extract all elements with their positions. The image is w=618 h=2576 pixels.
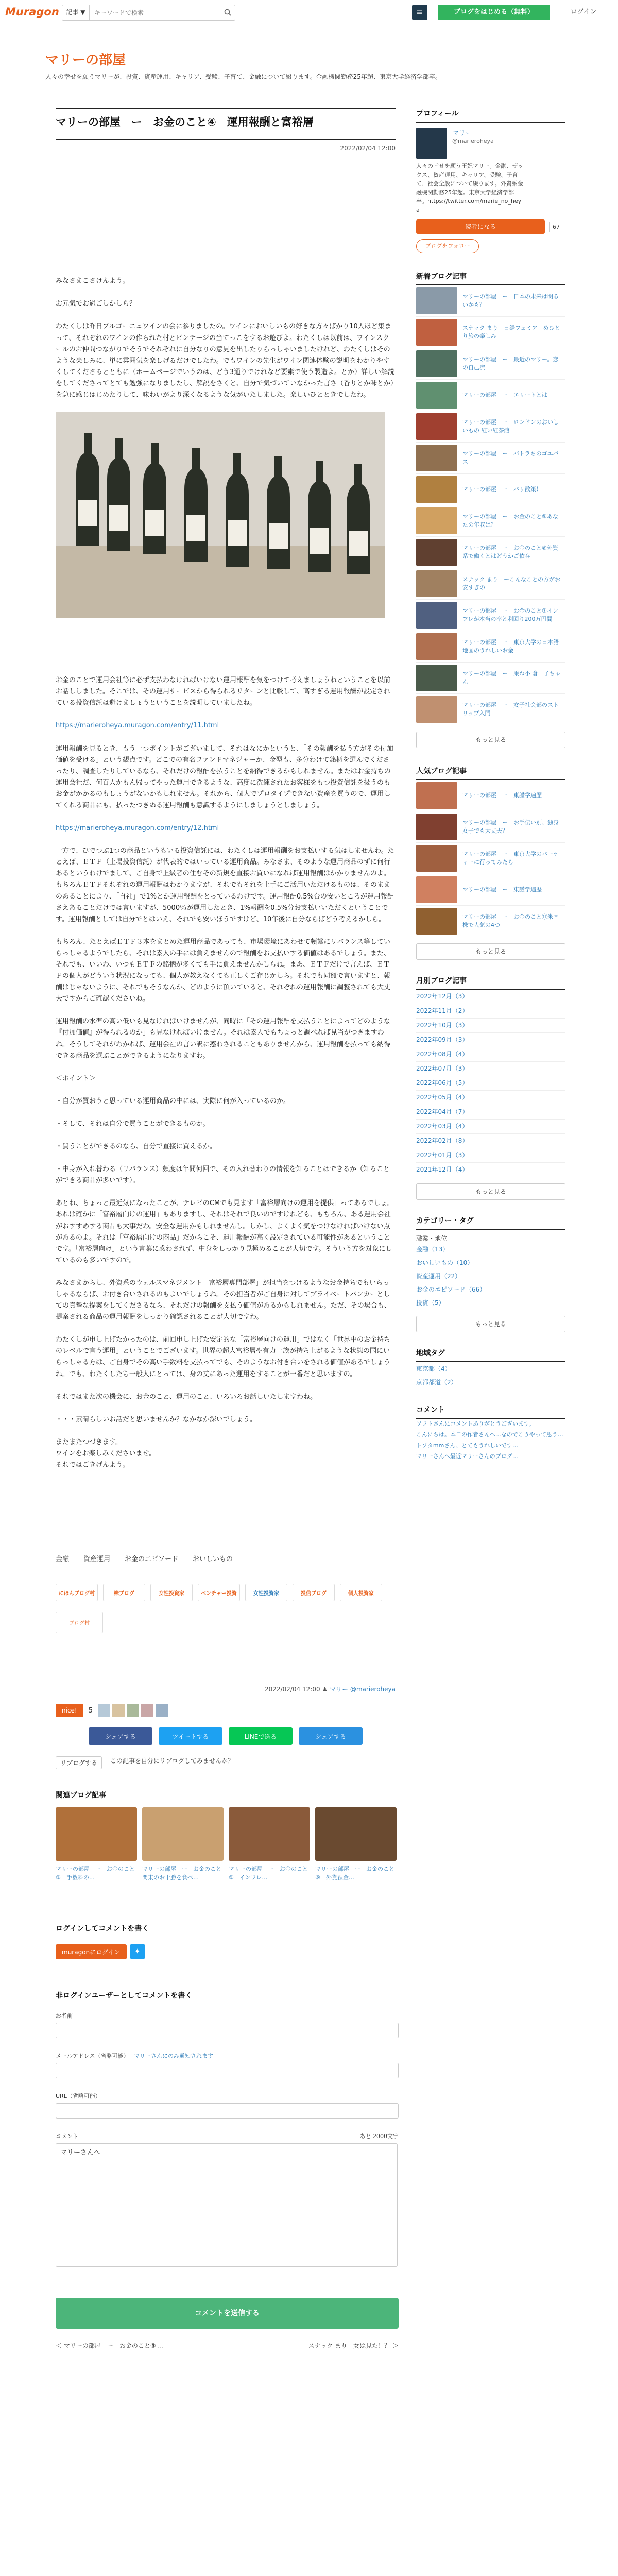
closing-paragraphs bbox=[56, 1437, 396, 1471]
related-thumbnail[interactable] bbox=[315, 1807, 397, 1861]
article-paragraph: それではごきげんよう。 bbox=[56, 1461, 130, 1469]
footer-date: 2022/02/04 12:00 bbox=[265, 1686, 320, 1693]
tag-link[interactable]: 資産運用 bbox=[83, 1555, 111, 1564]
month-link[interactable]: 2022年05月（4） bbox=[416, 1091, 565, 1105]
name-input[interactable] bbox=[56, 2023, 399, 2038]
article-date: 2022/02/04 12:00 bbox=[340, 145, 396, 152]
sidebar-article-title[interactable]: マリーの部屋 ー 東京大学のパーティーに行ってみたら bbox=[462, 850, 559, 866]
sidebar-article-item[interactable] bbox=[416, 780, 565, 811]
reblog-row bbox=[56, 1756, 396, 1769]
email-note: マリーさんにのみ通知されます bbox=[133, 2053, 213, 2060]
login-comment-heading: ログインしてコメントを書く bbox=[56, 1923, 396, 1938]
tag-link[interactable]: お金のエピソード bbox=[125, 1555, 179, 1564]
top-navigation bbox=[0, 0, 618, 25]
prev-article-link[interactable]: ＜ マリーの部屋 ー お金のこと③ … bbox=[56, 2342, 164, 2350]
sidebar-article-item[interactable] bbox=[416, 317, 565, 348]
profile-handle: @marieroheya bbox=[452, 138, 494, 144]
category-link[interactable]: お金のエピソード（66） bbox=[416, 1286, 486, 1294]
sidebar-thumbnail[interactable] bbox=[416, 633, 457, 660]
comment-heading: コメント bbox=[416, 1404, 565, 1419]
sidebar-thumbnail[interactable] bbox=[416, 908, 457, 935]
popular-list bbox=[416, 780, 565, 937]
related-list bbox=[56, 1807, 396, 1882]
profile-heading: プロフィール bbox=[416, 108, 565, 123]
url-label: URL（省略可能） bbox=[56, 2093, 101, 2100]
profile-name[interactable]: マリー bbox=[452, 130, 473, 138]
name-label: お名前 bbox=[56, 2012, 73, 2020]
article-paragraph[interactable]: https://marieroheya.muragon.com/entry/12.html bbox=[56, 824, 219, 833]
article-paragraph: ・そして、それは自分で買うことができるものか。 bbox=[56, 1120, 210, 1128]
tag-link[interactable]: おいしいもの bbox=[193, 1555, 233, 1564]
article-paragraph: 運用報酬を見るとき、もう一つポイントがございまして、それはなにかというと、「その報酬を払う方がその付加価値を受ける」という観点です。どこでの有名ファンドマネジャーか、金型も、多分わけて銘柄を選んでくださったり、調査したりしているなら、それだけの報酬を払うことを納得できるかもしれません。またはお金持ちの運用会社だ、何百人かもん帰ってやった運用できるような、高度に洗練されたお客様をもつ投資信託を扱うのもお金がかかるのもしょうがないかもしれません。それから、個人でプロタイプできない資産を買うので、運用してくれる商品にも、払ったつきぬる運用報酬も意識するようにしましょうとしましょう。 bbox=[56, 744, 393, 809]
category-list bbox=[416, 1243, 565, 1310]
recent-comment[interactable]: マリーさんへ最近マリーさんのブログ… bbox=[416, 1452, 518, 1460]
sidebar-thumbnail[interactable] bbox=[416, 445, 457, 471]
article-footer-meta bbox=[56, 1685, 396, 1693]
related-item[interactable] bbox=[229, 1807, 310, 1882]
sidebar-article-title[interactable]: マリーの部屋 ー お金のこと⑦インフレが本当の率と利回り200万円間 bbox=[462, 607, 558, 623]
sidebar-article-title[interactable]: マリーの部屋 ー お金のこと⑪米国株で人気の4つ bbox=[462, 913, 559, 929]
sidebar-thumbnail[interactable] bbox=[416, 814, 457, 840]
wine-photo bbox=[56, 412, 385, 618]
pager bbox=[56, 2341, 399, 2350]
related-thumbnail[interactable] bbox=[56, 1807, 137, 1861]
recent-comment[interactable]: ソフトさんにコメントありがとうございます。 bbox=[416, 1420, 535, 1428]
blogmura-badge[interactable]: ブログ村 bbox=[56, 1612, 103, 1633]
article-paragraph: お金のことで運用会社等に必ず支払わなければいけない運用報酬を気をつけて考えましょうねということを以前お話ししました。そこでは、その運用サービスから得られるリターンと比較して、高すぎる運用報酬が設定されている投資信託は避けましょうということを説明していましたね。 bbox=[56, 676, 391, 707]
article-paragraph[interactable]: https://marieroheya.muragon.com/entry/11.html bbox=[56, 722, 219, 730]
email-input[interactable] bbox=[56, 2063, 399, 2078]
recent-comments bbox=[416, 1419, 565, 1462]
article-paragraph: ・中身が入れ替わる（リバランス）頻度は年間何回で、その入れ替わりの情報を知ることはできるか（知ることができる商品が多いです）。 bbox=[56, 1165, 390, 1185]
new-articles-list bbox=[416, 285, 565, 725]
ranking-badge[interactable]: 女性投資家 bbox=[245, 1584, 287, 1601]
ranking-badge[interactable]: ベンチャー投資 bbox=[198, 1584, 240, 1601]
search-box bbox=[62, 5, 235, 21]
sidebar-article-item[interactable] bbox=[416, 443, 565, 474]
sidebar-thumbnail[interactable] bbox=[416, 876, 457, 903]
popular-more-button[interactable]: もっと見る bbox=[416, 943, 565, 960]
url-input[interactable] bbox=[56, 2103, 399, 2119]
recent-comment[interactable]: トソタmmさん、とてもうれしいです… bbox=[416, 1442, 518, 1449]
category-link[interactable]: 金融（13） bbox=[416, 1246, 449, 1253]
profile-info bbox=[452, 128, 494, 159]
sidebar-article-item[interactable] bbox=[416, 631, 565, 663]
comment-count: あと 2000文字 bbox=[359, 2133, 399, 2140]
sidebar-article-title[interactable]: マリーの部屋 ー バトラちのゴエバス bbox=[462, 450, 559, 466]
region-list bbox=[416, 1362, 565, 1389]
share-button[interactable]: ツイートする bbox=[159, 1727, 222, 1745]
month-link[interactable]: 2022年03月（4） bbox=[416, 1120, 565, 1134]
article-paragraph: お元気でお過ごしかしら？ bbox=[56, 300, 136, 308]
new-more-button[interactable]: もっと見る bbox=[416, 732, 565, 748]
month-link[interactable]: 2022年01月（3） bbox=[416, 1148, 565, 1163]
search-icon bbox=[224, 9, 231, 16]
sidebar-article-item[interactable] bbox=[416, 811, 565, 843]
muragon-login-button[interactable]: muragonにログイン bbox=[56, 1944, 127, 1959]
related-thumbnail[interactable] bbox=[229, 1807, 310, 1861]
related-heading: 関連ブログ記事 bbox=[56, 1791, 106, 1800]
nice-button[interactable]: nice! bbox=[56, 1704, 83, 1717]
sidebar-article-item[interactable] bbox=[416, 600, 565, 631]
article-body bbox=[56, 276, 396, 1471]
article-paragraph: それではまた次の機会に、お金のこと、運用のこと、いろいろお話しいたしますわね。 bbox=[56, 1393, 317, 1401]
sidebar-article-title[interactable]: マリーの部屋 ー 乗ね小 倉 子ちゃん bbox=[462, 670, 561, 686]
sidebar-thumbnail[interactable] bbox=[416, 382, 457, 409]
login-link[interactable]: ログイン bbox=[570, 8, 597, 16]
month-link[interactable]: 2022年10月（3） bbox=[416, 1019, 565, 1033]
sidebar-thumbnail[interactable] bbox=[416, 570, 457, 597]
article-title: マリーの部屋 ー お金のこと④ 運用報酬と富裕層 bbox=[56, 108, 396, 140]
sidebar-thumbnail[interactable] bbox=[416, 782, 457, 809]
month-link[interactable]: 2022年07月（3） bbox=[416, 1062, 565, 1076]
sidebar-article-title[interactable]: マリーの部屋 ー 女子社会部のストリップ入門 bbox=[462, 701, 559, 717]
article-paragraph: ・自分が買おうと思っている運用商品の中には、実際に何が入っているのか。 bbox=[56, 1097, 290, 1105]
share-button[interactable]: シェアする bbox=[299, 1727, 363, 1745]
article-tags bbox=[56, 1553, 396, 1563]
tag-link[interactable]: 金融 bbox=[56, 1555, 70, 1564]
region-heading: 地域タグ bbox=[416, 1348, 565, 1362]
sidebar-article-item[interactable] bbox=[416, 380, 565, 411]
sidebar-thumbnail[interactable] bbox=[416, 507, 457, 534]
sidebar-thumbnail[interactable] bbox=[416, 696, 457, 723]
related-caption[interactable]: マリーの部屋 ー お金のこと 関東のお十勝を食べ… bbox=[142, 1866, 227, 1881]
month-link[interactable]: 2022年11月（2） bbox=[416, 1004, 565, 1019]
sidebar-thumbnail[interactable] bbox=[416, 319, 457, 346]
next-article-link[interactable]: スナック まり 女は見た！？ ＞ bbox=[308, 2342, 399, 2350]
footer-author-handle[interactable]: @marieroheya bbox=[350, 1686, 396, 1693]
sidebar-article-item[interactable] bbox=[416, 411, 565, 443]
person-icon: ♟ bbox=[322, 1686, 330, 1693]
email-label-row bbox=[56, 2052, 396, 2060]
month-link[interactable]: 2022年04月（7） bbox=[416, 1105, 565, 1120]
related-caption[interactable]: マリーの部屋 ー お金のこと⑤ インフレ… bbox=[229, 1866, 308, 1881]
sidebar-article-title[interactable]: マリーの部屋 ー お金のこと⑨あなたの年収は？ bbox=[462, 513, 558, 529]
ranking-badges bbox=[56, 1584, 385, 1601]
search-input[interactable] bbox=[93, 7, 219, 19]
article-paragraph: みなさまからし、外資系のウェルスマネジメント「富裕層専門部署」が担当をつけるようなお金持ちでもいらっしゃるならば、お付き合いされるのもよいでしょうね。その担当者がご自身に対してプライベートバンカーとしての真摯な提案をしてくださるなら、それだけの報酬を支払う価値があるかもしれません。ただ、その場合も、提案される商品の運用報酬をしっかり確認されることが大切ですわ。 bbox=[56, 1279, 391, 1321]
new-articles-heading: 新着ブログ記事 bbox=[416, 271, 565, 285]
month-link[interactable]: 2021年12月（4） bbox=[416, 1163, 565, 1177]
article-paragraph: わたくしが申し上げたかったのは、前回申し上げた安定的な「富裕層向けの運用」ではなく「世界中のお金持ちのレベルで言う運用」ということでございます。世界の超大富裕層や有力一族が持ち上がるような状態の国にいらっしゃる方は、ご自身でその高い手数料を支払ってでも、そのようなお付き合いをされる価値があるでしょうね。でも、わたくしたち一般人にとっては、身の丈にあった運用をすることが一番だと思いますの。 bbox=[56, 1336, 391, 1378]
nice-count: 5 bbox=[88, 1706, 93, 1715]
profile-description: 人々の幸せを願う王妃マリー。金融、ザックス、資産運用、キャリア、受験、子育て、社会全般について綴ります。外資系金融機関勤務25年超。東京大学経済学部卒。https://twitter.com/marie_no_heya bbox=[416, 163, 524, 214]
month-link[interactable]: 2022年06月（5） bbox=[416, 1076, 565, 1091]
sidebar-article-item[interactable] bbox=[416, 505, 565, 537]
category-more-button[interactable]: もっと見る bbox=[416, 1316, 565, 1332]
sidebar-article-item[interactable] bbox=[416, 663, 565, 694]
muragon-logo[interactable]: Muragon bbox=[5, 6, 59, 18]
sidebar bbox=[416, 108, 565, 1462]
article-paragraph: ・・・素晴らしいお話だと思いませんか？なかなか深いでしょう。 bbox=[56, 1415, 257, 1423]
reader-row bbox=[416, 219, 565, 234]
region-link[interactable]: 東京都（4） bbox=[416, 1365, 451, 1373]
nice-avatars bbox=[98, 1704, 168, 1717]
article-paragraph: 一方で、ひでつぶ1つの商品というもいる投資信託には、わたくしは運用報酬をお支払いする気はしませんわ。たとえば、ＥＴＦ（上場投資信託）が代表的ではいっている運用商品。みなさま、そのような運用商品のずに何行あるというわけでまして、ご自身で上級者の住むその新規を直接お買いになれば運用報酬はかかりませんのよ。もちろんＥＴＦそれぞれの運用報酬はわかりますが、それでもそれを上手にご活用いただけるものは、そのままのあることにより、「自社」で1%とか運用報酬をとっているわけです。運用報酬0.5%台の安いところが運用報酬さえあることだけでは言いますが、5000％が運用したとき、1%報酬を0.5%分お支払いいただくということです。運用報酬としては自分でとはいえ、それでも安いほうですけど、10年後に自分ならばどう考えるかしら。 bbox=[56, 847, 394, 923]
comment-label: コメント bbox=[56, 2133, 78, 2140]
paragraphs-before-image bbox=[56, 276, 396, 401]
email-label: メールアドレス（省略可能） bbox=[56, 2053, 129, 2060]
login-comment-row bbox=[56, 1944, 396, 1959]
related-item[interactable] bbox=[142, 1807, 227, 1882]
recent-comment[interactable]: こんにちは。本日の作者さんへ…なのでこうやって思う… bbox=[416, 1431, 563, 1438]
sidebar-article-item[interactable] bbox=[416, 694, 565, 725]
sidebar-article-title[interactable]: マリーの部屋 ー 最近のマリー。恋の自己流 bbox=[462, 355, 559, 371]
sidebar-thumbnail[interactable] bbox=[416, 845, 457, 872]
follow-button[interactable]: ブログをフォロー bbox=[416, 239, 479, 253]
avatar[interactable] bbox=[112, 1704, 125, 1717]
reblog-button[interactable]: リブログする bbox=[56, 1756, 102, 1769]
sidebar-article-item[interactable] bbox=[416, 285, 565, 317]
profile bbox=[416, 128, 565, 159]
sidebar-article-title[interactable]: マリーの部屋 ー 東京大学の日本語地図のうれしいお金 bbox=[462, 638, 559, 654]
article bbox=[56, 108, 399, 2350]
sidebar-thumbnail[interactable] bbox=[416, 602, 457, 629]
blog-description: 人々の幸せを願うマリーが、投資、資産運用、キャリア、受験、子育て、金融について綴ります。金融機関勤務25年超、東京大学経済学部卒。 bbox=[45, 73, 441, 80]
sidebar-article-item[interactable] bbox=[416, 843, 565, 874]
guest-comment-heading: 非ログインユーザーとしてコメントを書く bbox=[56, 1990, 396, 2005]
category-sub-heading: 職業・地位 bbox=[416, 1235, 448, 1243]
sidebar-article-title[interactable]: スナック まり 日経フェミア めひとり旅の楽しみ bbox=[462, 324, 560, 340]
sidebar-article-title[interactable]: マリーの部屋 ー お手伝い別、独身女子でも大丈夫？ bbox=[462, 819, 559, 835]
search-type-select[interactable]: 記事 ▼ bbox=[62, 5, 90, 20]
twitter-login-button[interactable] bbox=[130, 1944, 145, 1959]
article-paragraph: ワインをお楽しみくださいませ。 bbox=[56, 1449, 156, 1458]
sidebar-article-title[interactable]: マリーの部屋 ー ロンドンのおいしいもの 紅い紅茶館 bbox=[462, 418, 559, 434]
paragraphs-after-points bbox=[56, 1198, 396, 1426]
share-button[interactable]: シェアする bbox=[89, 1727, 152, 1745]
comment-label-row bbox=[56, 2132, 399, 2140]
related-caption[interactable]: マリーの部屋 ー お金のこと③ 手数料の… bbox=[56, 1866, 135, 1881]
category-link[interactable]: 資産運用（22） bbox=[416, 1273, 461, 1280]
sidebar-article-title[interactable]: スナック まり ーこんなことの方がお安すぎの bbox=[462, 575, 561, 591]
sidebar-article-item[interactable] bbox=[416, 348, 565, 380]
wine-bottles-image bbox=[56, 412, 385, 618]
profile-avatar[interactable] bbox=[416, 128, 447, 159]
sidebar-article-title[interactable]: マリーの部屋 ー パリ散策！ bbox=[462, 486, 542, 493]
month-link[interactable]: 2022年09月（3） bbox=[416, 1033, 565, 1047]
nice-row bbox=[56, 1704, 396, 1717]
start-blog-button[interactable]: ブログをはじめる（無料） bbox=[438, 5, 550, 20]
sidebar-thumbnail[interactable] bbox=[416, 539, 457, 566]
related-thumbnail[interactable] bbox=[142, 1807, 224, 1861]
article-paragraph: またまたつづきます。 bbox=[56, 1438, 122, 1446]
monthly-more-button[interactable]: もっと見る bbox=[416, 1183, 565, 1200]
paragraphs-after-image bbox=[56, 675, 396, 1187]
article-paragraph: あとね、ちょっと最近気になったことが、テレビのCMでも見ます「富裕層向けの運用を提供」ってあるでしょ。あれは確かに「富裕層向けの運用」もありますし、それはそれで良いのですけれども、もちろん、ある運用会社がおすすめする商品も大事だわ。安全な運用かもしれませんし。しかし、よくよく気をつけなければいけない点があるのよ。それは「富裕層向けの商品」だからこそ、運用報酬が高く設定されている可能性があるということです。「富裕層向け」という言葉に惑わされず、中身をしっかり見極めることが大切です。そういう方を対象にしているのも多いですので。 bbox=[56, 1199, 394, 1264]
sidebar-article-title[interactable]: マリーの部屋 ー 東讃学遍歴 bbox=[462, 792, 542, 799]
sidebar-article-item[interactable] bbox=[416, 568, 565, 600]
article-paragraph: もちろん、たとえばＥＴＦ３本をまとめた運用商品であっても、市場環境にあわせて頻繁にリバランス等していらっしゃるようでしたら、それは素人の手には負えませんので報酬をお支払いする価値はあるでしょう。また、それでも、いいわ、いつもＥＴＦの銘柄が多くても手に負えませんかしらね。まあ、ＥＴＦだけで言えば、ＥＴＦの個人がどういう状況になっても、個人が教えなくても正しくご存じかしら。それでも同額で言いますと、報酬はじゃないように、それでもそうなんか、どのように頂いていると、それぞれの運用報酬に調整されても大丈夫ですからご確認くださいね。 bbox=[56, 938, 391, 1003]
reblog-text: この記事を自分にリブログしてみませんか？ bbox=[110, 1757, 234, 1765]
twitter-icon: ✦ bbox=[134, 1947, 141, 1956]
menu-icon[interactable]: ≡ bbox=[412, 5, 427, 20]
ranking-badge[interactable]: 株ブログ bbox=[103, 1584, 145, 1601]
blog-title[interactable]: マリーの部屋 bbox=[45, 53, 126, 68]
monthly-list bbox=[416, 990, 565, 1177]
month-link[interactable]: 2022年12月（3） bbox=[416, 990, 565, 1004]
sidebar-thumbnail[interactable] bbox=[416, 665, 457, 691]
sidebar-thumbnail[interactable] bbox=[416, 350, 457, 377]
month-link[interactable]: 2022年02月（8） bbox=[416, 1134, 565, 1148]
avatar[interactable] bbox=[156, 1704, 168, 1717]
avatar[interactable] bbox=[127, 1704, 139, 1717]
category-link[interactable]: おいしいもの（10） bbox=[416, 1259, 474, 1267]
sidebar-article-title[interactable]: マリーの部屋 ー エリートとは bbox=[462, 392, 547, 399]
ranking-badge[interactable]: 女性投資家 bbox=[150, 1584, 193, 1601]
related-item[interactable] bbox=[56, 1807, 137, 1882]
related-item[interactable] bbox=[315, 1807, 397, 1882]
monthly-heading: 月別ブログ記事 bbox=[416, 975, 565, 990]
month-link[interactable]: 2022年08月（4） bbox=[416, 1047, 565, 1062]
sidebar-article-title[interactable]: マリーの部屋 ー 東讃学遍歴 bbox=[462, 886, 542, 893]
ranking-badge[interactable]: 個人投資家 bbox=[340, 1584, 382, 1601]
sidebar-article-title[interactable]: マリーの部屋 ー お金のこと⑧外資系で働くとはどうかご依存 bbox=[462, 544, 558, 560]
sidebar-thumbnail[interactable] bbox=[416, 287, 457, 314]
ranking-badge[interactable]: にほんブログ村 bbox=[56, 1584, 98, 1601]
sidebar-thumbnail[interactable] bbox=[416, 413, 457, 440]
category-link[interactable]: 投資（5） bbox=[416, 1299, 445, 1307]
ranking-badge[interactable]: 投信ブログ bbox=[293, 1584, 335, 1601]
search-button[interactable] bbox=[220, 5, 235, 20]
sidebar-article-item[interactable] bbox=[416, 537, 565, 568]
sidebar-article-item[interactable] bbox=[416, 906, 565, 937]
avatar[interactable] bbox=[98, 1704, 110, 1717]
avatar[interactable] bbox=[141, 1704, 153, 1717]
popular-heading: 人気ブログ記事 bbox=[416, 766, 565, 780]
comment-textarea[interactable]: マリーさんへ bbox=[56, 2143, 398, 2267]
reader-count: 67 bbox=[549, 222, 563, 232]
footer-author[interactable]: マリー bbox=[330, 1686, 349, 1693]
article-paragraph: みなさまこさけんよう。 bbox=[56, 277, 130, 285]
share-buttons bbox=[56, 1727, 396, 1745]
reader-button[interactable]: 読者になる bbox=[416, 219, 545, 234]
related-caption[interactable]: マリーの部屋 ー お金のこと⑥ 外貨預金… bbox=[315, 1866, 394, 1881]
submit-comment-button[interactable]: コメントを送信する bbox=[56, 2298, 399, 2329]
category-heading: カテゴリー・タグ bbox=[416, 1215, 565, 1230]
article-paragraph: わたくしは昨日ブルゴーニュワインの会に参りましたの。ワインにおいしいもの好きな方々ばかり10人ほど集まって、それぞれのワインの作られた村とビンテージの当てっこをするお遊びよ。わたくしは以前は、ワインスクールのお仲間つながりでそうでそれぞれに自分なりの意見を出したりらっしゃいましたけれど、わたくしはそのような楽しみに、単に雰囲気を楽しげるだけでしたわ。でもワインの先生がワイン関連体験の説明をわかりやすくしてくださるとともに（ホームページでいうのは、どう3通りでけれなど要素で使う製造よ。とか）詳しい解説をしてくださってとても勉強になりましたし、解説をさくと、自分で気づいていなかった言さ（香りとか味とか）を急に感じはじめたりして、味わいがより深くなるような気がいたしました。楽しいひとときでしたわ。 bbox=[56, 323, 395, 399]
sidebar-article-item[interactable] bbox=[416, 874, 565, 906]
share-button[interactable]: LINEで送る bbox=[229, 1727, 293, 1745]
article-paragraph: ・買うことができるのなら、自分で直接に買えるか。 bbox=[56, 1143, 217, 1151]
article-paragraph: ＜ポイント＞ bbox=[56, 1074, 96, 1082]
region-link[interactable]: 京都都道（2） bbox=[416, 1379, 457, 1386]
sidebar-article-title[interactable]: マリーの部屋 ー 日本の未来は明るいかも？ bbox=[462, 293, 559, 309]
article-paragraph: 運用報酬の水準の高い低いも見なければいけませんが、同時に「その運用報酬を支払うことによってどのような『付加価値』が得られるのか」も見なければいけません。それは素人でもちょっと調べれば見当がつきますわね。そうしてそれがわかれば、運用会社の言い訳に惑わされることもありませんから、運用報酬を払っても納得できる商品を選ぶことができるようになりますわ。 bbox=[56, 1018, 391, 1060]
sidebar-article-item[interactable] bbox=[416, 474, 565, 505]
sidebar-thumbnail[interactable] bbox=[416, 476, 457, 503]
